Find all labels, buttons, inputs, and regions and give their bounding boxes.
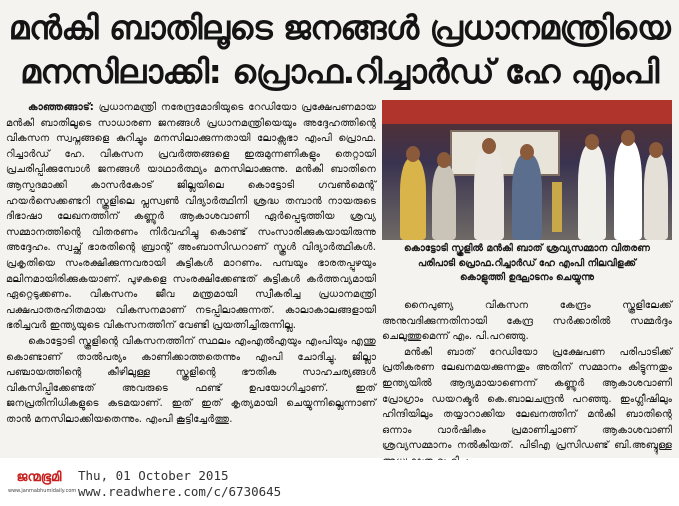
dateline: കാഞ്ഞങ്ങാട്: (28, 102, 94, 113)
caption-line-3: കൊളുത്തി ഉദ്ഘാടനം ചെയ്യുന്നു (459, 272, 595, 283)
person-figure (400, 158, 426, 240)
article-right-column (382, 298, 672, 454)
headline-line-2: മനസിലാക്കി: പ്രൊഫ.റിച്ചാർഡ് ഹേ എംപി (20, 52, 659, 91)
person-figure (578, 144, 606, 240)
paragraph-1-text: പ്രധാനമന്ത്രി നരേന്ദ്രമോദിയുടെ റേഡിയോ പ്രക്ഷേപണമായ മൻകി ബാതിലൂടെ സാധാരണ ജനങ്ങൾ പ്രധാനമന്ത്രിയെയും അദ്ദേഹത്തിന്റെ വികസന സ്വപ്നങ്ങളെ കുറിച്ചും മനസിലാക്കുന്നതായി ലോക്സഭാ എംപി പ്രൊഫ. റിച്ചാർഡ് ഹേ. വികസന പ്രവർത്തങ്ങളെ ഇരുമുന്നണികളും തെറ്റായി പ്രചരിപ്പിക്കുമ്പോൾ ജനങ്ങൾ യാഥാർത്ഥ്യം മനസിലാക്കുന്നു. മൻകി ബാതിനെ ആസ്പദമാക്കി കാസർകോട് ജില്ലയിലെ കൊട്ടോടി ഗവൺമെന്റ് ഹയർസെക്കണ്ടറി സ്കൂളിലെ പ്ലസ്വൺ വിദ്യാർത്ഥിനി ശ്രദ്ധ തമ്പാൻ നായരുടെ ദിഭാഷാ ലേഖനത്തിന് കണ്ണൂർ ആകാശവാണി ഏർപ്പെടുത്തിയ ശ്രവ്യ സമ്മാനത്തിന്റെ വിതരണം നിർവഹിച്ചു കൊണ്ട് സംസാരിക്കുകയായിരുന്നു അദ്ദേഹം. സ്വച്ഛ് ഭാരതിന്റെ ബ്രാന്റ് അംബാസിഡറാണ് സ്കൂൾ വിദ്യാർത്ഥികൾ. പ്രകൃതിയെ സംരക്ഷിക്കുന്നവരായി കുട്ടികൾ മാറണം. പമ്പയും ഭാരതപ്പുഴയും മലിനമായിരിക്കുകയാണ്. പുഴകളെ സംരക്ഷിക്കേണ്ടത് കുട്ടികൾ കർത്തവ്യമായി ഏറ്റെടുക്കണം. വികസനം ജീവ മന്ത്രമായി സ്വീകരിച്ച പ്രധാനമന്ത്രി പക്ഷപാതരഹിതമായ വികസനമാണ് നടപ്പിലാക്കുന്നത്. കാലാകാലങ്ങളായി ഭരിച്ചവർ ഇന്ത്യയുടെ വികസനത്തിന് വേണ്ടി പ്രയത്നിച്ചിരുന്നില്ല. (6, 102, 376, 332)
news-photo (382, 100, 672, 240)
source-meta (78, 468, 281, 500)
person-head (621, 130, 635, 146)
person-figure (512, 154, 542, 240)
article-paragraph-1 (6, 100, 376, 334)
person-head (585, 134, 599, 150)
logo-subtext: www.janmabhumidaily.com (8, 488, 77, 494)
person-figure (614, 140, 642, 240)
article-paragraph-2: കൊട്ടോടി സ്കൂളിന്റെ വികസനത്തിന് സ്ഥലം എംഎൽഎയും എംപിയും എന്തു കൊണ്ടാണ് താൽപര്യം കാണിക്കാത്തതെന്നും എംപി ചോദിച്ചു. ജില്ലാ പഞ്ചായത്തിന്റെ കീഴിലുള്ള സ്കൂളിന്റെ ഭൗതിക സാഹചര്യങ്ങൾ വികസിപ്പിക്കേണ്ടത് അവരുടെ ഫണ്ട് ഉപയോഗിച്ചാണ്. ഇത് ജനപ്രതിനിധികളുടെ കടമയാണ്. ഇത് ഇത് കൃത്യമായി ചെയ്യുന്നില്ലെന്നാണ് താൻ മനസിലാക്കിയതെന്നും. എംപി കൂട്ടിച്ചേർത്തു. (6, 335, 376, 425)
person-figure (432, 164, 456, 240)
stage-backdrop (382, 100, 672, 124)
caption-line-1: കൊട്ടോടി സ്കൂളിൽ മൻകി ബാത് ശ്രവ്യസമ്മാന വിതരണ (404, 243, 650, 254)
person-head (482, 138, 496, 154)
headline-line-1: മൻകി ബാതിലൂടെ ജനങ്ങൾ പ്രധാനമന്ത്രിയെ (8, 8, 671, 47)
person-figure (644, 152, 668, 240)
janmabhumi-logo (8, 468, 77, 500)
person-head (406, 146, 420, 162)
oil-lamp-icon (552, 182, 562, 232)
photo-caption (382, 242, 672, 286)
source-url[interactable]: www.readwhere.com/c/6730645 (78, 484, 282, 499)
article-paragraph-3: നൈപുണ്യ വികസന കേന്ദ്രം സ്കൂളിലേക്ക് അനുവദിക്കുന്നതിനായി കേന്ദ്ര സർക്കാരിൽ സമ്മർദ്ദം ചെലുത്തുമെന്ന് എം. പി.പറഞ്ഞു. (382, 300, 672, 343)
article-paragraph-4: മൻകി ബാത് റേഡിയോ പ്രക്ഷേപണ പരിപാടിക്ക് പ്രതികരണ ലേഖനമയക്കുന്നതും അതിന് സമ്മാനം കിട്ടുന്നതും ഇന്ത്യയിൽ ആദ്യമായാണെന്ന് കണ്ണൂർ ആകാശവാണി പ്രോഗ്രാം ഡയറക്ടർ കെ.ബാലചന്ദ്രൻ പറഞ്ഞു. ഇംഗ്ലീഷിലും ഹിന്ദിയിലും തയ്യാറാക്കിയ ലേഖനത്തിന് മൻകി ബാതിന്റെ ഒന്നാം വാർഷികം പ്രമാണിച്ചാണ് ആകാശവാണി ശ്രവ്യസമ്മാനം നൽകിയത്. പിടിഎ പ്രസിഡണ്ട് ബി.അബ്ദുള്ള (382, 346, 672, 452)
publication-date: Thu, 01 October 2015 (78, 468, 229, 483)
logo-wordmark: ജന്മഭൂമി (16, 470, 62, 485)
caption-line-2: പരിപാടി പ്രൊഫ.റിച്ചാർഡ് ഹേ എംപി നിലവിളക്ക് (417, 257, 637, 269)
article-left-column (6, 100, 376, 452)
source-footer (0, 460, 679, 506)
person-head (520, 144, 534, 160)
person-figure (474, 148, 504, 240)
stage-banner (450, 130, 560, 176)
person-head (649, 142, 663, 158)
person-head (437, 152, 451, 168)
